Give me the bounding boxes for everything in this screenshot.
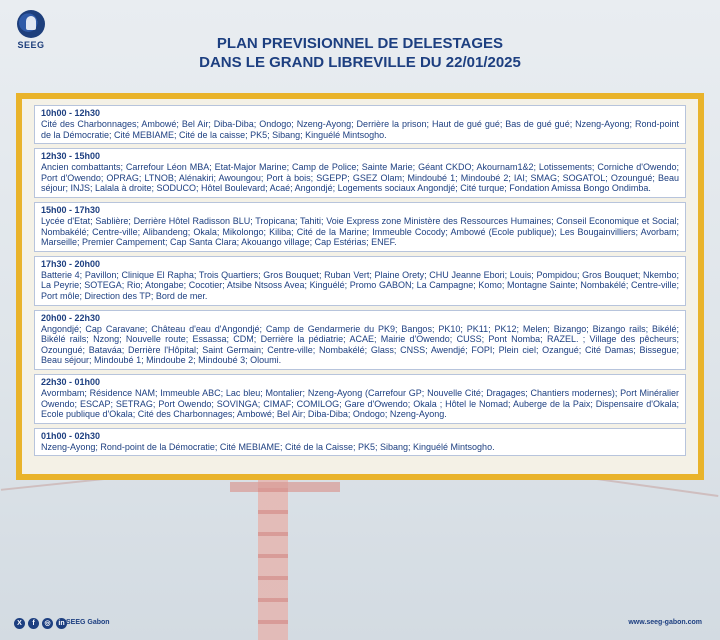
title-line-2: DANS LE GRAND LIBREVILLE DU 22/01/2025	[199, 54, 521, 71]
facebook-icon[interactable]: f	[28, 618, 39, 629]
time-slot	[34, 374, 686, 424]
slot-places: Avormbam; Résidence NAM; Immeuble ABC; Lac bleu; Montalier; Nzeng-Ayong (Carrefour GP; Nouvelle Cité; Dragages; Chantiers modernes); Port Minéralier Owendo; ESCAP; SETRAG; Port Owendo; SOVINGA; CIMAF; COMILOG; Gare d'Owendo; Okala ; Hôtel le Nomad; Auberge de la Paix; Dispensaire d'Okala; Ecole publique d'Okala; Cité des Charbonnages; Ambowé; Bel Air; Diba-Diba; Ondogo; Nzeng-Ayong.	[41, 387, 679, 420]
social-icons	[14, 618, 67, 629]
slot-places: Nzeng-Ayong; Rond-point de la Démocratie; Cité MEBIAME; Cité de la Caisse; PK5; Sibang; Kinguélé Mintsogho.	[41, 441, 495, 452]
title-line-1: PLAN PREVISIONNEL DE DELESTAGES	[216, 35, 504, 52]
slot-time: 20h00 - 22h30	[41, 312, 101, 323]
slot-places: Cité des Charbonnages; Ambowé; Bel Air; Diba-Diba; Ondogo; Nzeng-Ayong; Derrière la prison; Haut de gué gué; Bas de gué gué; Nzeng-Ayong; Rond-point de la Démocratie; Cité MEBIAME; Cité de la caisse; PK5; Sibang; Kinguélé Mintsogho.	[41, 119, 679, 140]
x-icon[interactable]: X	[14, 618, 25, 629]
slot-time: 01h00 - 02h30	[41, 430, 101, 441]
website-link[interactable]: www.seeg-gabon.com	[628, 619, 702, 626]
slot-time: 17h30 - 20h00	[41, 258, 101, 269]
instagram-icon[interactable]: ◎	[42, 618, 53, 629]
time-slot	[34, 428, 686, 457]
slot-places: Ancien combattants; Carrefour Léon MBA; Etat-Major Marine; Camp de Police; Sainte Marie; Géant CKDO; Akournam1&2; Lotissements; Corniche d'Owendo; Port d'Owendo; OPRAG; LTNOB; Alénakiri; Awoungou; Port à bois; SGEPP; GSEZ Olam; Mindoubé 1; Mindoubé 2; IAI; SMAG; SOGATOL; Ozoungué; Beau séjour; INJS; Lalala à droite; SODUCO; Hôtel Boulevard; Acaé; Angondjé; Logements sociaux Angondjé; Cité turque; Fondation Amissa Bongo Ondimba.	[41, 162, 679, 194]
slot-places: Angondjé; Cap Caravane; Château d'eau d'Angondjé; Camp de Gendarmerie du PK9; Bangos; PK10; PK11; PK12; Melen; Bizango; Bizango rails; Bikélé; Bikélé rails; Nzong; Nouvelle route; Essassa; CDM; Derrière la pédiatrie; ACAE; Mairie d'Owendo; CUSS; Pont Nomba; RAZEL. ; Village des pêcheurs; Ozoungué; Bataváa; Derrière l'Hôpital; Saint Germain; Centre-ville; Nombakélé; Glass; CNSS; Awendjé; FOPI; Plein ciel; Ozangué; Cité Damas; Bissegue; Beau séjour; Mindoubé 1; Mindoube 2; Mindoubé 3; Oloumi.	[41, 323, 679, 366]
schedule-list	[34, 105, 686, 468]
time-slot	[34, 202, 686, 252]
background-pole-arm	[230, 482, 340, 492]
slot-places: Lycée d'Etat; Sablière; Derrière Hôtel Radisson BLU; Tropicana; Tahiti; Voie Express zone Ministère des Ressources Humaines; Conseil Economique et Social; Nombakélé; Centre-ville; Alibandeng; Okala; Mikolongo; Kiliba; Cité de la Marine; Immeuble Cocody; Ambowé (Ecole publique); Les Bougainvilliers; Avorbam; Marseille; Premier Campement; Cap Santa Clara; Akouango village; Cap Estérias; ENEF.	[41, 215, 679, 248]
time-slot	[34, 148, 686, 198]
slot-time: 15h00 - 17h30	[41, 204, 101, 215]
slot-places: Batterie 4; Pavillon; Clinique El Rapha; Trois Quartiers; Gros Bouquet; Ruban Vert; Plaine Orety; CHU Jeanne Ebori; Louis; Pompidou; Gros Bouquet; Nkembo; La Peyrie; SOTEGA; Rio; Atongabe; Cocotier; Atsibe Ntsoss Avea; Kinguélé; Promo GABON; La Campagne; Komo; Montagne Sainte; Nombakélé; Centre-ville; Port môle; Direction des TP; Bord de mer.	[41, 269, 679, 301]
linkedin-icon[interactable]: in	[56, 618, 67, 629]
social-handle: SEEG Gabon	[66, 619, 110, 626]
slot-time: 22h30 - 01h00	[41, 376, 101, 387]
time-slot	[34, 105, 686, 144]
time-slot	[34, 310, 686, 370]
slot-time: 12h30 - 15h00	[41, 151, 101, 162]
schedule-frame	[16, 93, 704, 480]
background-pole	[258, 470, 288, 640]
page-title	[0, 34, 720, 72]
time-slot	[34, 256, 686, 306]
slot-time: 10h00 - 12h30	[41, 108, 101, 118]
seeg-logo-text: SEEG	[17, 40, 45, 50]
